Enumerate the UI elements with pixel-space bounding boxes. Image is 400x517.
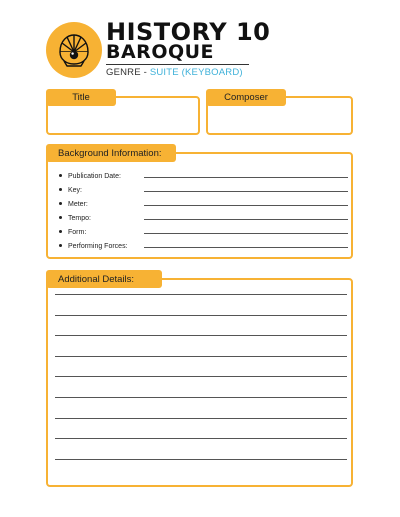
title-tab-label: Title [72, 92, 90, 103]
list-item [56, 194, 348, 208]
writing-line[interactable] [55, 294, 347, 295]
list-item [56, 208, 348, 222]
list-item [56, 166, 348, 180]
bullet-icon [59, 174, 62, 177]
genre-value: SUITE (KEYBOARD) [149, 67, 243, 78]
page-title: HISTORY 10 [106, 18, 271, 46]
bullet-icon [59, 216, 62, 219]
writing-line[interactable] [55, 438, 347, 439]
genre-label: GENRE - [106, 67, 150, 78]
field-label: Form: [68, 229, 87, 236]
logo-badge [46, 22, 102, 78]
field-label: Key: [68, 187, 83, 194]
writing-line[interactable] [55, 376, 347, 377]
answer-line[interactable] [144, 247, 348, 248]
bullet-icon [59, 230, 62, 233]
background-info-tab-label: Background Information: [58, 147, 162, 159]
answer-line[interactable] [144, 219, 348, 220]
bullet-icon [59, 244, 62, 247]
writing-line[interactable] [55, 397, 347, 398]
background-info-tab [46, 144, 176, 162]
additional-details-tab [46, 270, 162, 288]
additional-details-tab-label: Additional Details: [58, 273, 135, 285]
list-item [56, 236, 348, 250]
title-tab [46, 89, 116, 106]
field-label: Meter: [68, 201, 88, 208]
field-label: Performing Forces: [68, 243, 128, 250]
background-info-list [56, 166, 348, 250]
writing-line[interactable] [55, 315, 347, 316]
genre-line [106, 67, 243, 78]
bullet-icon [59, 202, 62, 205]
title-divider [106, 64, 249, 65]
list-item [56, 222, 348, 236]
writing-lines [55, 294, 347, 479]
writing-line[interactable] [55, 459, 347, 460]
answer-line[interactable] [144, 205, 348, 206]
list-item [56, 180, 348, 194]
page-subtitle: BAROQUE [106, 41, 215, 63]
answer-line[interactable] [144, 191, 348, 192]
writing-line[interactable] [55, 418, 347, 419]
bullet-icon [59, 188, 62, 191]
field-label: Tempo: [68, 215, 91, 222]
field-label: Publication Date: [68, 173, 121, 180]
writing-line[interactable] [55, 335, 347, 336]
pearl-shell-icon [54, 30, 94, 70]
answer-line[interactable] [144, 177, 348, 178]
writing-line[interactable] [55, 356, 347, 357]
composer-tab [206, 89, 286, 106]
answer-line[interactable] [144, 233, 348, 234]
composer-tab-label: Composer [224, 92, 268, 103]
